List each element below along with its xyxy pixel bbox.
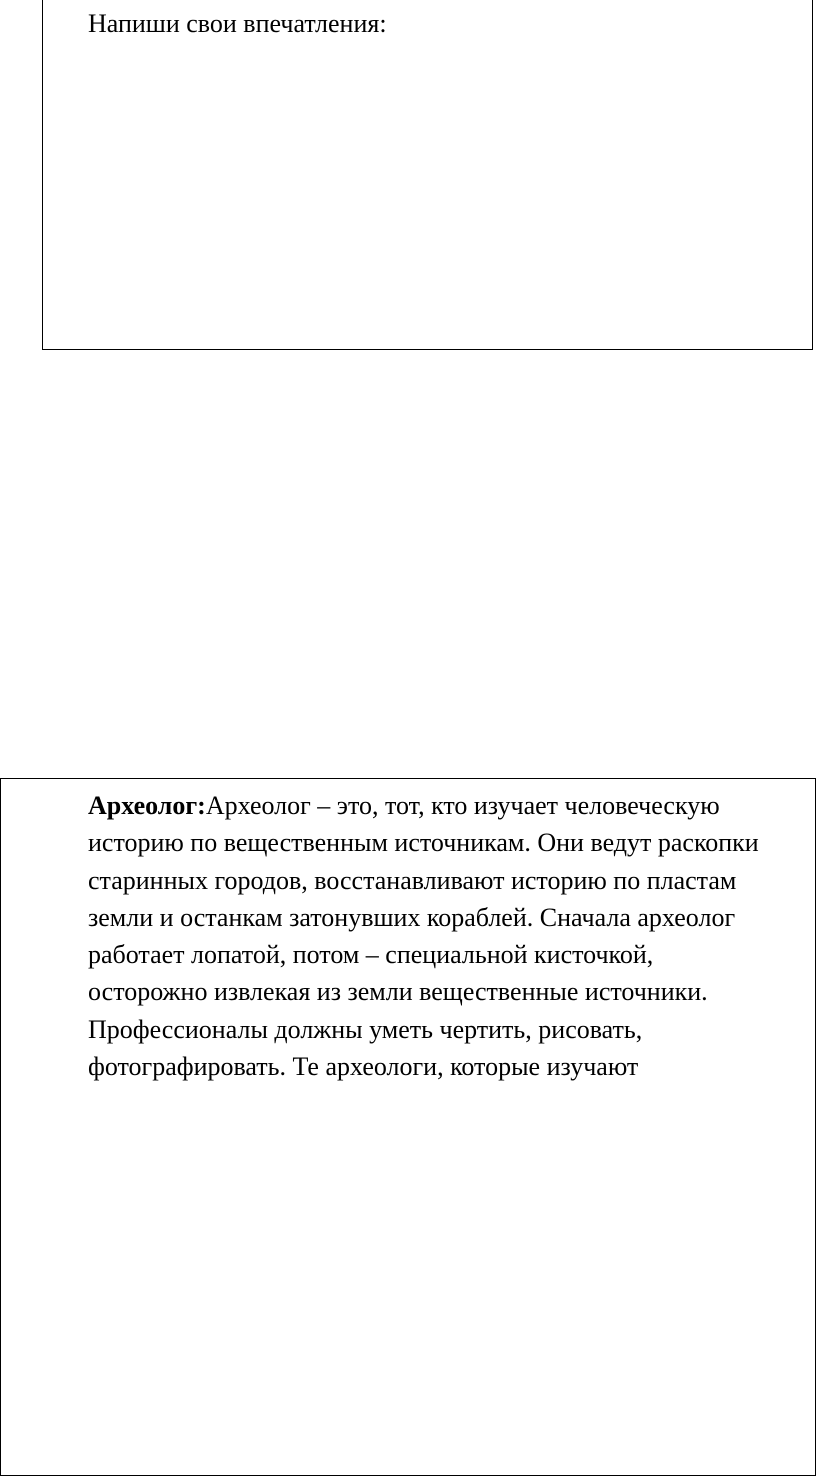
description-line: историю по вещественным источникам. Они ведут раскопки bbox=[88, 828, 759, 858]
description-line bbox=[88, 787, 816, 824]
description-line: работает лопатой, потом – специальной кисточкой, bbox=[88, 940, 654, 970]
impressions-prompt: Напиши свои впечатления: bbox=[88, 9, 387, 38]
description-line: Профессионалы должны уметь чертить, рисовать, bbox=[88, 1014, 643, 1044]
profession-term: Археолог: bbox=[88, 791, 206, 820]
profession-description bbox=[88, 787, 816, 1085]
description-text: Археолог – это, тот, кто изучает человеческую bbox=[205, 791, 720, 820]
description-line: старинных городов, восстанавливают историю по пластам bbox=[88, 865, 737, 895]
description-line: земли и останкам затонувших кораблей. Сначала археолог bbox=[88, 902, 736, 932]
description-line: осторожно извлекая из земли вещественные источники. bbox=[88, 977, 708, 1007]
description-line: фотографировать. Те археологи, которые изучают bbox=[88, 1052, 639, 1082]
impressions-box[interactable] bbox=[42, 0, 813, 350]
